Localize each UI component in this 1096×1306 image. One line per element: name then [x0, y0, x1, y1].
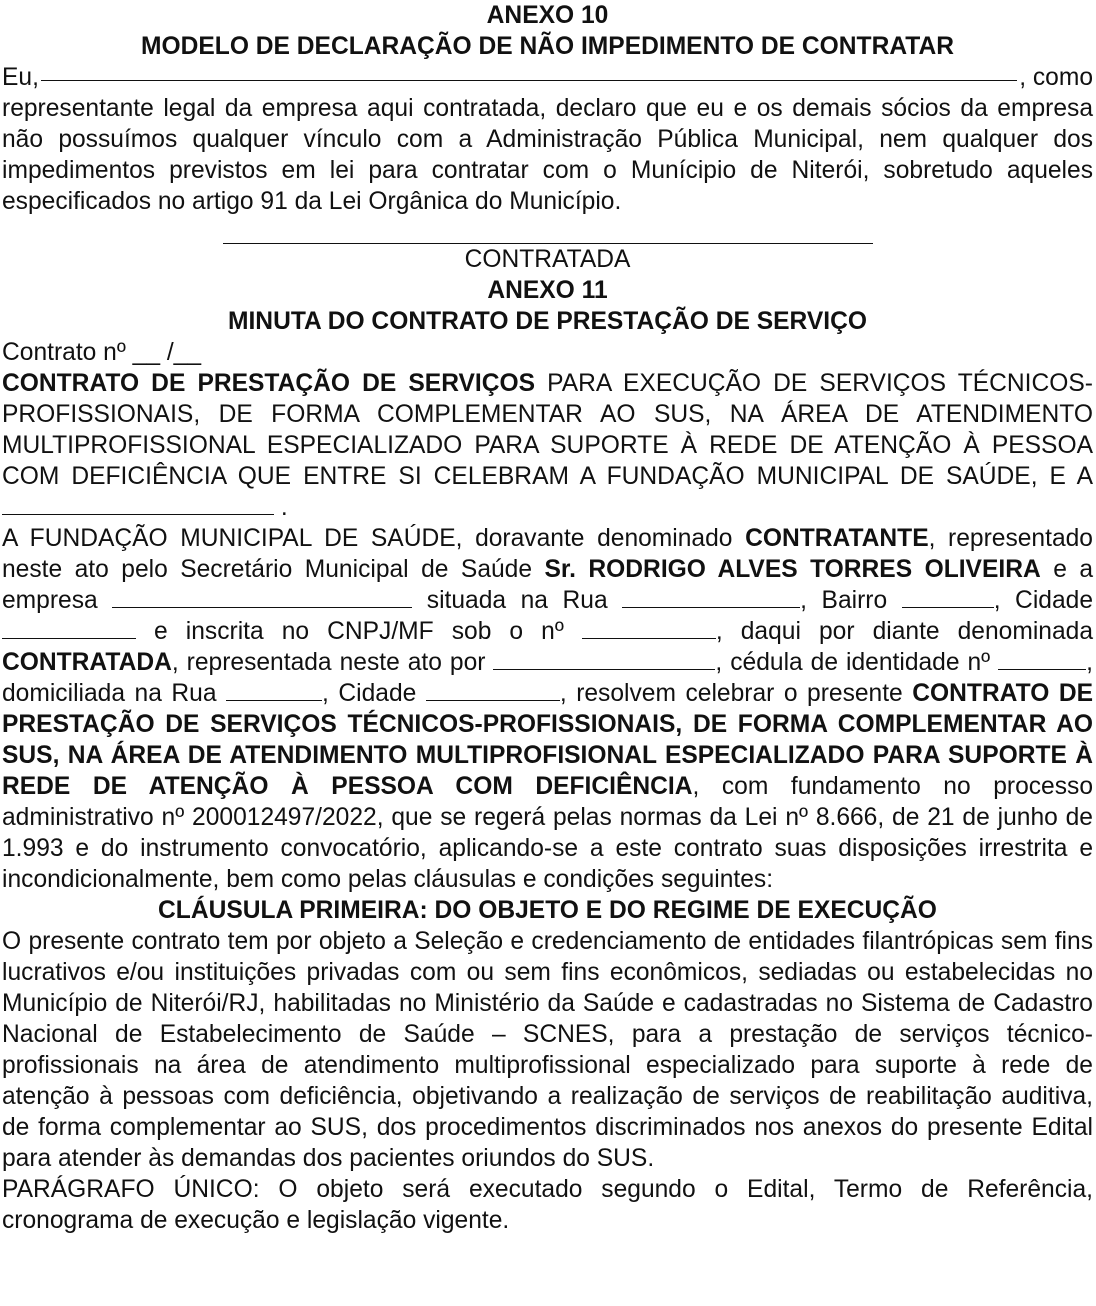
parties-text-5: , Bairro	[800, 587, 902, 614]
clause-1-heading	[2, 895, 1093, 926]
rep-city-blank	[426, 682, 560, 701]
parties-text-7: e inscrita no CNPJ/MF sob o nº	[136, 618, 582, 645]
signature-label: CONTRATADA	[464, 246, 631, 273]
address-blank	[226, 682, 322, 701]
city-blank	[2, 620, 136, 639]
preamble-end: .	[274, 494, 288, 521]
contratante-label: CONTRATANTE	[745, 525, 929, 552]
contratada-label: CONTRATADA	[2, 649, 172, 676]
clause-1-sep: :	[419, 897, 435, 924]
parties-text-14: , com fundamento no processo administrativo nº 200012497/2022, que se regerá pelas normas da Lei nº 8.666, de 21 de junho de 1.993 e do instrumento convocatório, aplicando-se a este contrato suas disposições irrestrita e incondicionalmente, bem como pelas cláusulas e condições seguintes:	[2, 773, 1093, 893]
parties-paragraph	[2, 523, 1093, 895]
secretary-name: Sr. RODRIGO ALVES TORRES OLIVEIRA	[544, 556, 1041, 583]
declarant-name-blank	[41, 80, 1017, 81]
clause-1-paragraph: PARÁGRAFO ÚNICO: O objeto será executado segundo o Edital, Termo de Referência, cronograma de execução e legislação vigente.	[2, 1176, 1093, 1234]
neighborhood-blank	[902, 589, 994, 608]
contract-preamble	[2, 368, 1093, 523]
anexo-11-title: MINUTA DO CONTRATO DE PRESTAÇÃO DE SERVIÇO	[227, 308, 867, 335]
eu-suffix: , como	[1019, 64, 1093, 91]
anexo-10-title: MODELO DE DECLARAÇÃO DE NÃO IMPEDIMENTO DE CONTRATAR	[141, 33, 954, 60]
parties-text-9: , representada neste ato por	[171, 649, 494, 676]
parties-text-3: e a empresa	[2, 556, 1094, 614]
declaration-text: representante legal da empresa aqui contratada, declaro que eu e os demais sócios da empresa não possuímos qualquer vínculo com a Administração Pública Municipal, nem qualquer dos impedimentos previstos em lei para contratar com o Munícipio de Niterói, sobretudo aqueles especificados no artigo 91 da Lei Orgânica do Município.	[2, 95, 1093, 215]
parties-text-2: , representado neste ato pelo Secretário Municipal de Saúde	[2, 525, 1093, 583]
parties-text-10: , cédula de identidade nº	[715, 649, 999, 676]
clause-1-body: O presente contrato tem por objeto a Seleção e credenciamento de entidades filantrópicas sem fins lucrativos e/ou instituições privadas com ou sem fins econômicos, sediadas ou estabelecidas no Município de Niterói/RJ, habilitadas no Ministério da Saúde e cadastradas no Sistema de Cadastro Nacional de Estabelecimento de Saúde – SCNES, para a prestação de serviços técnico-profissionais na área de atendimento multiprofissional especializado para suporte à rede de atenção à pessoas com deficiência, objetivando a realização de serviços de reabilitação auditiva, de forma complementar ao SUS, dos procedimentos discriminados nos anexos do presente Edital para atender às demandas dos pacientes oriundos do SUS.	[2, 928, 1093, 1172]
parties-text-6: , Cidade	[993, 587, 1093, 614]
parties-text-12: , Cidade	[322, 680, 426, 707]
contract-object-bold: CONTRATO DE PRESTAÇÃO DE SERVIÇOS TÉCNICOS-PROFISSIONAIS, DE FORMA COMPLEMENTAR AO SUS, NA ÁREA DE ATENDIMENTO MULTIPROFISIONAL ESPECIALIZADO PARA SUPORTE À REDE DE ATENÇÃO À PESSOA COM DEFICIÊNCIA	[2, 680, 1094, 800]
clause-1-label: CLÁUSULA PRIMEIRA	[158, 897, 420, 924]
parties-text-8: , daqui por diante denominada	[715, 618, 1093, 645]
parties-text-11: , domiciliada na Rua	[2, 649, 1093, 707]
anexo-11-heading: ANEXO 11	[487, 277, 608, 304]
clause-1-title: DO OBJETO E DO REGIME DE EXECUÇÃO	[434, 897, 937, 924]
cnpj-blank	[582, 620, 716, 639]
street-blank	[622, 589, 800, 608]
preamble-bold: CONTRATO DE PRESTAÇÃO DE SERVIÇOS	[2, 370, 536, 397]
parties-text-1: A FUNDAÇÃO MUNICIPAL DE SAÚDE, doravante denominado	[2, 525, 746, 552]
company-blank	[112, 589, 412, 608]
representative-blank	[493, 651, 715, 670]
anexo-10-heading: ANEXO 10	[486, 2, 609, 29]
id-number-blank	[998, 651, 1086, 670]
declarant-name-line	[2, 62, 1093, 93]
preamble-rest: PARA EXECUÇÃO DE SERVIÇOS TÉCNICOS-PROFISSIONAIS, DE FORMA COMPLEMENTAR AO SUS, NA ÁREA DE ATENDIMENTO MULTIPROFISSIONAL ESPECIALIZADO PARA SUPORTE À REDE DE ATENÇÃO À PESSOA COM DEFICIÊNCIA QUE ENTRE SI CELEBRAM A FUNDAÇÃO MUNICIPAL DE SAÚDE, E A	[2, 370, 1093, 490]
signature-line	[223, 223, 873, 244]
company-name-blank	[2, 496, 274, 515]
parties-text-4: situada na Rua	[412, 587, 623, 614]
contract-number: Contrato nº __ /__	[2, 339, 202, 366]
parties-text-13: , resolvem celebrar o presente	[559, 680, 913, 707]
eu-prefix: Eu,	[2, 64, 39, 91]
